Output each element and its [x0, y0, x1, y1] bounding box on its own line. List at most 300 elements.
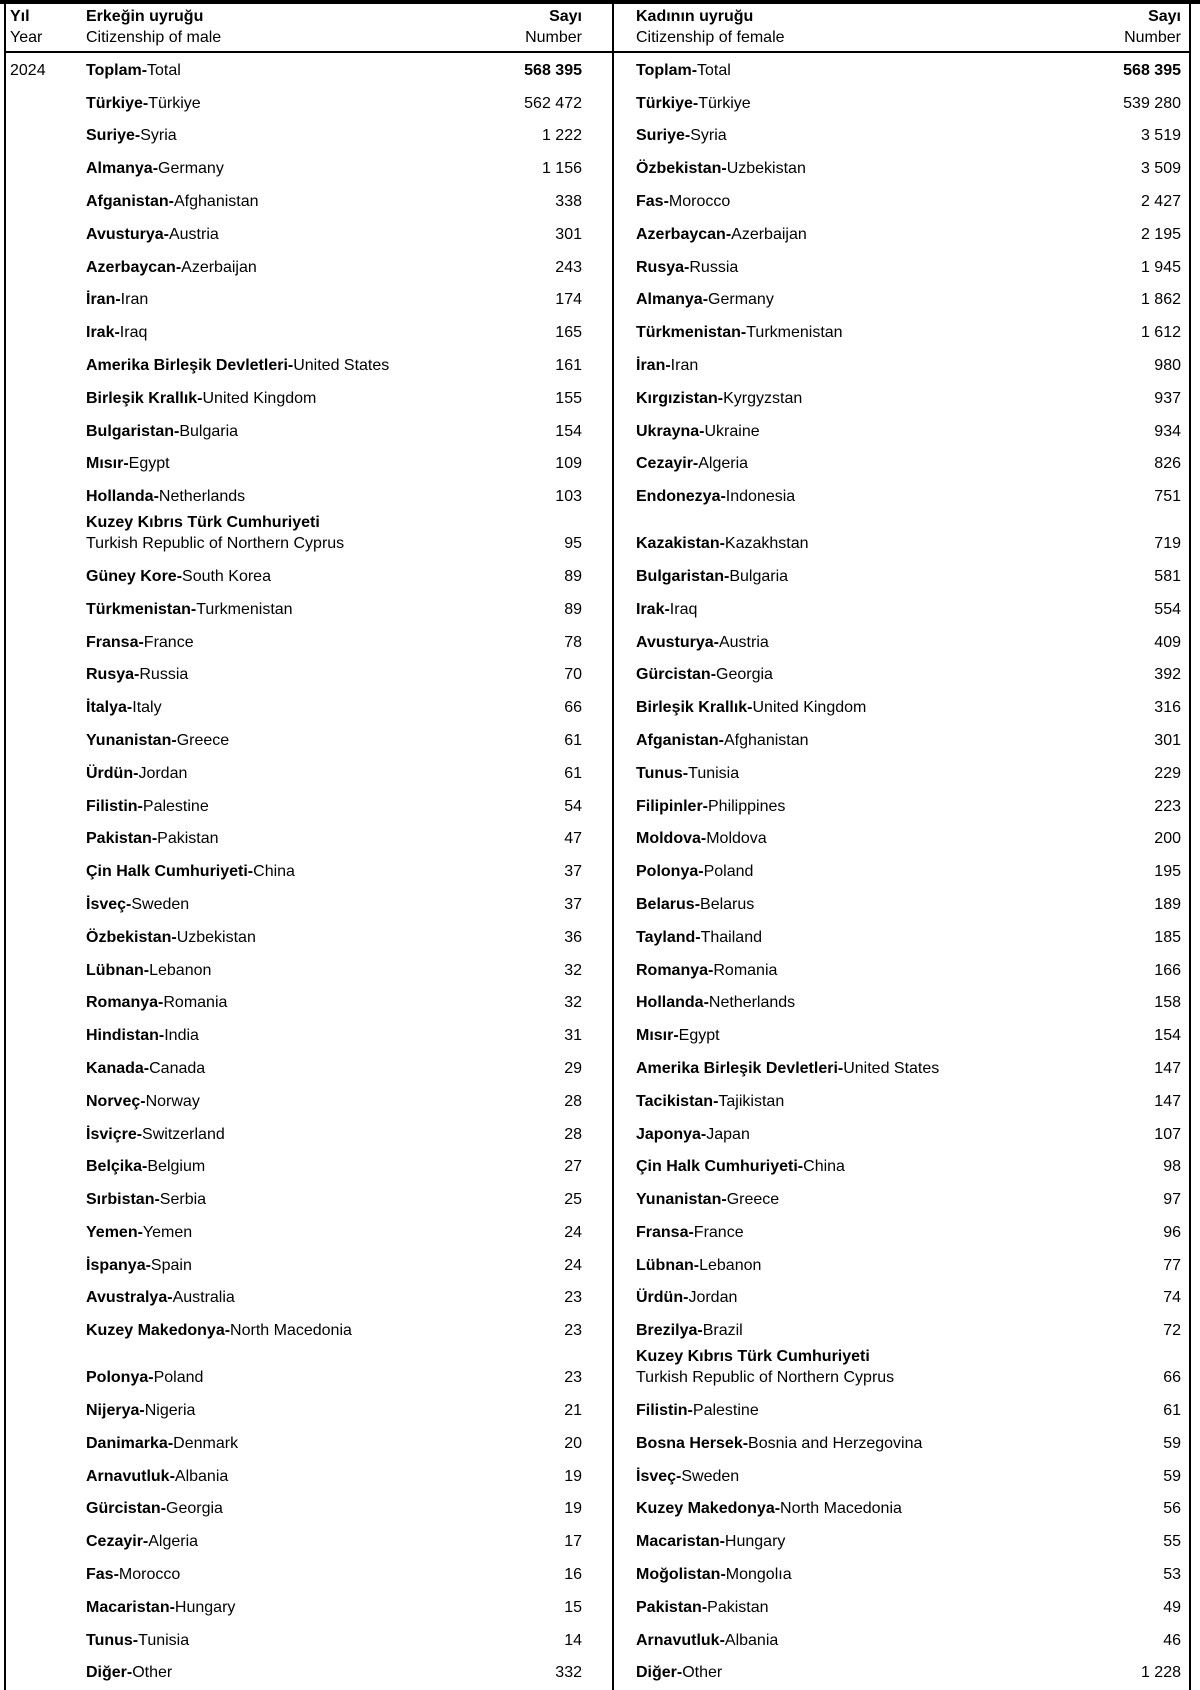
female-citizenship-cell: Türkiye-Türkiye: [636, 94, 751, 112]
female-count-cell: 301: [1154, 731, 1181, 749]
male-count-cell: 37: [564, 895, 582, 913]
header-right-half: [612, 6, 1189, 48]
male-count-cell: 109: [555, 455, 582, 473]
female-citizenship-cell: Türkmenistan-Turkmenistan: [636, 324, 843, 342]
male-count-cell: 31: [564, 1027, 582, 1045]
row-left-half: [6, 1498, 612, 1519]
male-count-cell: 1 222: [541, 127, 582, 145]
table-row: [6, 1248, 1189, 1281]
row-right-half: [612, 1025, 1189, 1046]
female-citizenship-cell: İsveç-Sweden: [636, 1467, 740, 1485]
row-left-half: [6, 1222, 612, 1243]
female-citizenship-cell: Bosna Hersek-Bosnia and Herzegovina: [636, 1434, 923, 1452]
row-left-half: [6, 861, 612, 882]
row-left-half: [6, 1400, 612, 1421]
male-count-cell: 95: [564, 535, 582, 553]
row-right-half: [612, 632, 1189, 653]
row-left-half: [6, 763, 612, 784]
female-citizenship-cell: Tayland-Thailand: [636, 928, 762, 946]
female-count-cell: 147: [1154, 1092, 1181, 1110]
male-count-cell: 29: [564, 1059, 582, 1077]
female-citizenship-cell: Tunus-Tunisia: [636, 764, 740, 782]
row-right-half: [612, 763, 1189, 784]
female-count-cell: 826: [1154, 455, 1181, 473]
female-count-cell: 937: [1154, 389, 1181, 407]
header-male-citizenship: [76, 6, 464, 48]
female-count-cell: 46: [1163, 1631, 1181, 1649]
male-count-cell: 27: [564, 1158, 582, 1176]
row-right-half: [612, 257, 1189, 278]
table-row: [6, 1656, 1189, 1689]
male-citizenship-cell: Danimarka-Denmark: [86, 1434, 239, 1452]
table-row: [6, 1459, 1189, 1492]
row-right-half: [612, 599, 1189, 620]
female-citizenship-cell: Kırgızistan-Kyrgyzstan: [636, 389, 803, 407]
table-body: [6, 53, 1189, 1688]
male-citizenship-cell: İspanya-Spain: [86, 1256, 192, 1274]
female-count-cell: 719: [1154, 535, 1181, 553]
table-row: [6, 184, 1189, 217]
year-cell: 2024: [10, 61, 46, 79]
male-count-cell: 165: [555, 324, 582, 342]
male-citizenship-cell: Azerbaycan-Azerbaijan: [86, 258, 257, 276]
male-citizenship-cell: Belçika-Belgium: [86, 1158, 206, 1176]
row-right-half: [612, 566, 1189, 587]
male-count-cell: 70: [564, 666, 582, 684]
female-count-cell: 96: [1163, 1223, 1181, 1241]
table-row: [6, 756, 1189, 789]
row-right-half: [612, 1531, 1189, 1552]
male-citizenship-cell: Macaristan-Hungary: [86, 1598, 236, 1616]
male-count-cell: 32: [564, 961, 582, 979]
row-left-half: [6, 1531, 612, 1552]
table-row: [6, 447, 1189, 480]
female-citizenship-cell: Irak-Iraq: [636, 600, 698, 618]
male-citizenship-cell: Yunanistan-Greece: [86, 731, 230, 749]
female-citizenship-cell: Mısır-Egypt: [636, 1027, 720, 1045]
female-count-cell: 409: [1154, 633, 1181, 651]
table-row: [6, 723, 1189, 756]
row-right-half: [612, 1058, 1189, 1079]
row-right-half: [612, 224, 1189, 245]
header-left-half: [6, 6, 612, 48]
table-row: [6, 53, 1189, 86]
row-right-half: [612, 289, 1189, 310]
female-citizenship-cell: Filipinler-Philippines: [636, 797, 786, 815]
row-left-half: [6, 1189, 612, 1210]
female-count-cell: 107: [1154, 1125, 1181, 1143]
row-left-half: [6, 1630, 612, 1651]
row-right-half: [612, 388, 1189, 409]
female-count-cell: 72: [1163, 1322, 1181, 1340]
row-left-half: [6, 60, 612, 81]
male-count-cell: 243: [555, 258, 582, 276]
female-citizenship-cell: Gürcistan-Georgia: [636, 666, 773, 684]
row-left-half: [6, 1255, 612, 1276]
row-right-half: [612, 730, 1189, 751]
row-right-half: [612, 533, 1189, 554]
female-citizenship-cell: Moğolistan-Mongolıa: [636, 1566, 792, 1584]
table-row: [6, 250, 1189, 283]
female-count-cell: 3 519: [1140, 127, 1181, 145]
row-right-half: [612, 828, 1189, 849]
female-count-cell: 980: [1154, 356, 1181, 374]
table-row: [6, 1623, 1189, 1656]
table-right-border: [1189, 0, 1191, 1690]
male-citizenship-cell: Kuzey Kıbrıs Türk Cumhuriyeti Turkish Republic of Northern Cyprus: [86, 514, 345, 553]
female-count-cell: 61: [1163, 1402, 1181, 1420]
table-row: [6, 953, 1189, 986]
male-count-cell: 332: [555, 1664, 582, 1682]
female-citizenship-cell: Endonezya-Indonesia: [636, 488, 796, 506]
table-row: [6, 414, 1189, 447]
female-count-cell: 1 228: [1140, 1664, 1181, 1682]
row-right-half: [612, 1222, 1189, 1243]
table-row: [6, 887, 1189, 920]
row-left-half: [6, 1367, 612, 1388]
female-count-cell: 55: [1163, 1533, 1181, 1551]
male-citizenship-cell: İtalya-Italy: [86, 699, 162, 717]
male-citizenship-cell: Diğer-Other: [86, 1664, 173, 1682]
row-left-half: [6, 93, 612, 114]
female-count-cell: 77: [1163, 1256, 1181, 1274]
male-citizenship-cell: İran-Iran: [86, 291, 149, 309]
male-count-cell: 54: [564, 797, 582, 815]
header-male-citizenship-en: Citizenship of male: [86, 29, 222, 46]
row-right-half: [612, 1630, 1189, 1651]
female-citizenship-cell: Ukrayna-Ukraine: [636, 422, 760, 440]
row-left-half: [6, 257, 612, 278]
female-count-cell: 147: [1154, 1059, 1181, 1077]
male-citizenship-cell: Lübnan-Lebanon: [86, 961, 212, 979]
header-female-count: [1061, 6, 1189, 48]
row-right-half: [612, 1189, 1189, 1210]
male-count-cell: 32: [564, 994, 582, 1012]
male-citizenship-cell: Türkiye-Türkiye: [86, 94, 201, 112]
row-left-half: [6, 697, 612, 718]
row-left-half: [6, 125, 612, 146]
female-citizenship-cell: Almanya-Germany: [636, 291, 774, 309]
male-citizenship-cell: Güney Kore-South Korea: [86, 567, 271, 585]
female-count-cell: 59: [1163, 1434, 1181, 1452]
table-row: [6, 625, 1189, 658]
header-male-count-en: Number: [525, 29, 582, 46]
row-right-half: [612, 796, 1189, 817]
male-count-cell: 15: [564, 1598, 582, 1616]
table-row: [6, 1117, 1189, 1150]
male-citizenship-cell: Cezayir-Algeria: [86, 1533, 199, 1551]
male-count-cell: 174: [555, 291, 582, 309]
male-count-cell: 16: [564, 1566, 582, 1584]
table-row: [6, 822, 1189, 855]
female-count-cell: 1 945: [1140, 258, 1181, 276]
table-row: [6, 86, 1189, 119]
female-count-cell: 223: [1154, 797, 1181, 815]
row-right-half: [612, 1400, 1189, 1421]
row-left-half: [6, 664, 612, 685]
row-left-half: [6, 927, 612, 948]
row-right-half: [612, 1156, 1189, 1177]
female-citizenship-cell: Yunanistan-Greece: [636, 1191, 780, 1209]
row-left-half: [6, 289, 612, 310]
female-citizenship-cell: Cezayir-Algeria: [636, 455, 749, 473]
row-left-half: [6, 796, 612, 817]
row-left-half: [6, 894, 612, 915]
table-row: [6, 1426, 1189, 1459]
table-row: [6, 315, 1189, 348]
male-citizenship-cell: Yemen-Yemen: [86, 1223, 193, 1241]
female-count-cell: 554: [1154, 600, 1181, 618]
male-citizenship-cell: Sırbistan-Serbia: [86, 1191, 207, 1209]
female-count-cell: 97: [1163, 1191, 1181, 1209]
male-citizenship-cell: Romanya-Romania: [86, 994, 228, 1012]
row-right-half: [612, 1597, 1189, 1618]
male-count-cell: 14: [564, 1631, 582, 1649]
header-male-citizenship-tr: Erkeğin uyruğu: [86, 8, 204, 25]
table-row: [6, 1313, 1189, 1346]
table-row: [6, 854, 1189, 887]
male-count-cell: 25: [564, 1191, 582, 1209]
header-female-citizenship-en: Citizenship of female: [636, 29, 785, 46]
row-right-half: [612, 355, 1189, 376]
row-right-half: [612, 486, 1189, 507]
female-citizenship-cell: Hollanda-Netherlands: [636, 994, 796, 1012]
female-citizenship-cell: Kazakistan-Kazakhstan: [636, 535, 809, 553]
male-citizenship-cell: Amerika Birleşik Devletleri-United States: [86, 356, 390, 374]
female-count-cell: 539 280: [1123, 94, 1181, 112]
female-citizenship-cell: Macaristan-Hungary: [636, 1533, 786, 1551]
male-citizenship-cell: Afganistan-Afghanistan: [86, 192, 259, 210]
male-count-cell: 23: [564, 1369, 582, 1387]
female-count-cell: 195: [1154, 863, 1181, 881]
female-citizenship-cell: Kuzey Makedonya-North Macedonia: [636, 1500, 902, 1518]
table-row: [6, 151, 1189, 184]
male-count-cell: 61: [564, 764, 582, 782]
male-citizenship-cell: Polonya-Poland: [86, 1369, 204, 1387]
male-citizenship-cell: Kanada-Canada: [86, 1059, 206, 1077]
female-citizenship-cell: Lübnan-Lebanon: [636, 1256, 762, 1274]
row-right-half: [612, 93, 1189, 114]
row-left-half: [6, 486, 612, 507]
row-right-half: [612, 158, 1189, 179]
female-citizenship-cell: Birleşik Krallık-United Kingdom: [636, 699, 867, 717]
table-row: [6, 658, 1189, 691]
row-right-half: [612, 960, 1189, 981]
table-row: [6, 1524, 1189, 1557]
male-citizenship-cell: Kuzey Makedonya-North Macedonia: [86, 1322, 352, 1340]
female-count-cell: 53: [1163, 1566, 1181, 1584]
female-count-cell: 154: [1154, 1027, 1181, 1045]
female-citizenship-cell: Rusya-Russia: [636, 258, 739, 276]
female-count-cell: 56: [1163, 1500, 1181, 1518]
header-year-en: Year: [10, 29, 43, 46]
header-male-count-tr: Sayı: [549, 8, 582, 25]
male-count-cell: 21: [564, 1402, 582, 1420]
male-count-cell: 36: [564, 928, 582, 946]
row-right-half: [612, 697, 1189, 718]
table-row: [6, 1215, 1189, 1248]
female-count-cell: 49: [1163, 1598, 1181, 1616]
female-count-cell: 200: [1154, 830, 1181, 848]
male-count-cell: 301: [555, 225, 582, 243]
female-citizenship-cell: Avusturya-Austria: [636, 633, 769, 651]
male-citizenship-cell: Rusya-Russia: [86, 666, 189, 684]
female-count-cell: 185: [1154, 928, 1181, 946]
table-row: [6, 217, 1189, 250]
male-citizenship-cell: Fransa-France: [86, 633, 194, 651]
female-count-cell: 59: [1163, 1467, 1181, 1485]
male-count-cell: 23: [564, 1322, 582, 1340]
row-right-half: [612, 60, 1189, 81]
row-right-half: [612, 1346, 1189, 1388]
table-row: [6, 1590, 1189, 1623]
row-right-half: [612, 1255, 1189, 1276]
male-count-cell: 47: [564, 830, 582, 848]
row-right-half: [612, 1433, 1189, 1454]
female-count-cell: 3 509: [1140, 160, 1181, 178]
table-row: [6, 1051, 1189, 1084]
female-citizenship-cell: Fransa-France: [636, 1223, 744, 1241]
row-right-half: [612, 992, 1189, 1013]
row-right-half: [612, 1124, 1189, 1145]
female-count-cell: 2 427: [1140, 192, 1181, 210]
row-right-half: [612, 1564, 1189, 1585]
table-row: [6, 1018, 1189, 1051]
row-right-half: [612, 421, 1189, 442]
female-citizenship-cell: Moldova-Moldova: [636, 830, 767, 848]
male-citizenship-cell: Suriye-Syria: [86, 127, 177, 145]
male-count-cell: 568 395: [524, 61, 582, 79]
row-left-half: [6, 828, 612, 849]
female-citizenship-cell: Belarus-Belarus: [636, 895, 755, 913]
table-row: [6, 1393, 1189, 1426]
row-left-half: [6, 1597, 612, 1618]
header-female-citizenship-tr: Kadının uyruğu: [636, 8, 754, 25]
female-citizenship-cell: İran-Iran: [636, 356, 699, 374]
male-count-cell: 61: [564, 731, 582, 749]
female-citizenship-cell: Özbekistan-Uzbekistan: [636, 160, 806, 178]
table-row: [6, 592, 1189, 625]
row-left-half: [6, 1564, 612, 1585]
female-citizenship-cell: Bulgaristan-Bulgaria: [636, 567, 789, 585]
female-count-cell: 158: [1154, 994, 1181, 1012]
male-count-cell: 28: [564, 1092, 582, 1110]
female-count-cell: 66: [1163, 1369, 1181, 1387]
row-right-half: [612, 1498, 1189, 1519]
header-year: [6, 6, 76, 48]
male-citizenship-cell: Mısır-Egypt: [86, 455, 170, 473]
male-citizenship-cell: Filistin-Palestine: [86, 797, 209, 815]
table-row: [6, 119, 1189, 152]
table-row: [6, 1346, 1189, 1393]
male-count-cell: 89: [564, 600, 582, 618]
male-citizenship-cell: Avusturya-Austria: [86, 225, 219, 243]
table-header-row: [6, 4, 1189, 53]
male-count-cell: 78: [564, 633, 582, 651]
row-right-half: [612, 191, 1189, 212]
male-count-cell: 562 472: [524, 94, 582, 112]
female-citizenship-cell: Arnavutluk-Albania: [636, 1631, 779, 1649]
row-left-half: [6, 730, 612, 751]
row-left-half: [6, 158, 612, 179]
row-right-half: [612, 927, 1189, 948]
male-citizenship-cell: Irak-Iraq: [86, 324, 148, 342]
male-count-cell: 89: [564, 567, 582, 585]
table-content: [6, 4, 1189, 1688]
table-row: [6, 1492, 1189, 1525]
male-count-cell: 17: [564, 1533, 582, 1551]
female-citizenship-cell: Filistin-Palestine: [636, 1402, 759, 1420]
row-left-half: [6, 1320, 612, 1341]
table-row: [6, 512, 1189, 559]
female-citizenship-cell: Afganistan-Afghanistan: [636, 731, 809, 749]
female-citizenship-cell: Tacikistan-Tajikistan: [636, 1092, 785, 1110]
male-citizenship-cell: Pakistan-Pakistan: [86, 830, 219, 848]
male-count-cell: 19: [564, 1467, 582, 1485]
male-count-cell: 23: [564, 1289, 582, 1307]
male-citizenship-cell: Çin Halk Cumhuriyeti-China: [86, 863, 295, 881]
header-female-count-tr: Sayı: [1148, 8, 1181, 25]
female-count-cell: 98: [1163, 1158, 1181, 1176]
row-left-half: [6, 322, 612, 343]
row-right-half: [612, 453, 1189, 474]
row-left-half: [6, 191, 612, 212]
male-count-cell: 338: [555, 192, 582, 210]
row-left-half: [6, 1156, 612, 1177]
female-count-cell: 751: [1154, 488, 1181, 506]
female-count-cell: 392: [1154, 666, 1181, 684]
female-citizenship-cell: Çin Halk Cumhuriyeti-China: [636, 1158, 845, 1176]
table-row: [6, 986, 1189, 1019]
row-right-half: [612, 861, 1189, 882]
row-right-half: [612, 664, 1189, 685]
row-left-half: [6, 960, 612, 981]
table-row: [6, 1182, 1189, 1215]
female-count-cell: 1 612: [1140, 324, 1181, 342]
row-left-half: [6, 421, 612, 442]
male-citizenship-cell: Toplam-Total: [86, 61, 181, 79]
female-count-cell: 568 395: [1123, 61, 1181, 79]
female-count-cell: 316: [1154, 699, 1181, 717]
male-citizenship-cell: Almanya-Germany: [86, 160, 224, 178]
female-citizenship-cell: Azerbaycan-Azerbaijan: [636, 225, 807, 243]
male-count-cell: 154: [555, 422, 582, 440]
female-citizenship-cell: Diğer-Other: [636, 1664, 723, 1682]
header-year-tr: Yıl: [10, 8, 30, 25]
row-left-half: [6, 566, 612, 587]
female-citizenship-cell: Japonya-Japan: [636, 1125, 750, 1143]
female-citizenship-cell: Romanya-Romania: [636, 961, 778, 979]
row-right-half: [612, 1320, 1189, 1341]
male-citizenship-cell: Hollanda-Netherlands: [86, 488, 246, 506]
row-right-half: [612, 1287, 1189, 1308]
male-citizenship-cell: Norveç-Norway: [86, 1092, 200, 1110]
male-count-cell: 161: [555, 356, 582, 374]
male-count-cell: 19: [564, 1500, 582, 1518]
header-female-citizenship: [612, 6, 1061, 48]
female-citizenship-cell: Suriye-Syria: [636, 127, 727, 145]
female-citizenship-cell: Ürdün-Jordan: [636, 1289, 738, 1307]
female-count-cell: 166: [1154, 961, 1181, 979]
header-male-count: [464, 6, 612, 48]
row-left-half: [6, 1124, 612, 1145]
row-left-half: [6, 1058, 612, 1079]
male-count-cell: 37: [564, 863, 582, 881]
male-citizenship-cell: Fas-Morocco: [86, 1566, 181, 1584]
table-row: [6, 283, 1189, 316]
table-row: [6, 479, 1189, 512]
female-count-cell: 581: [1154, 567, 1181, 585]
